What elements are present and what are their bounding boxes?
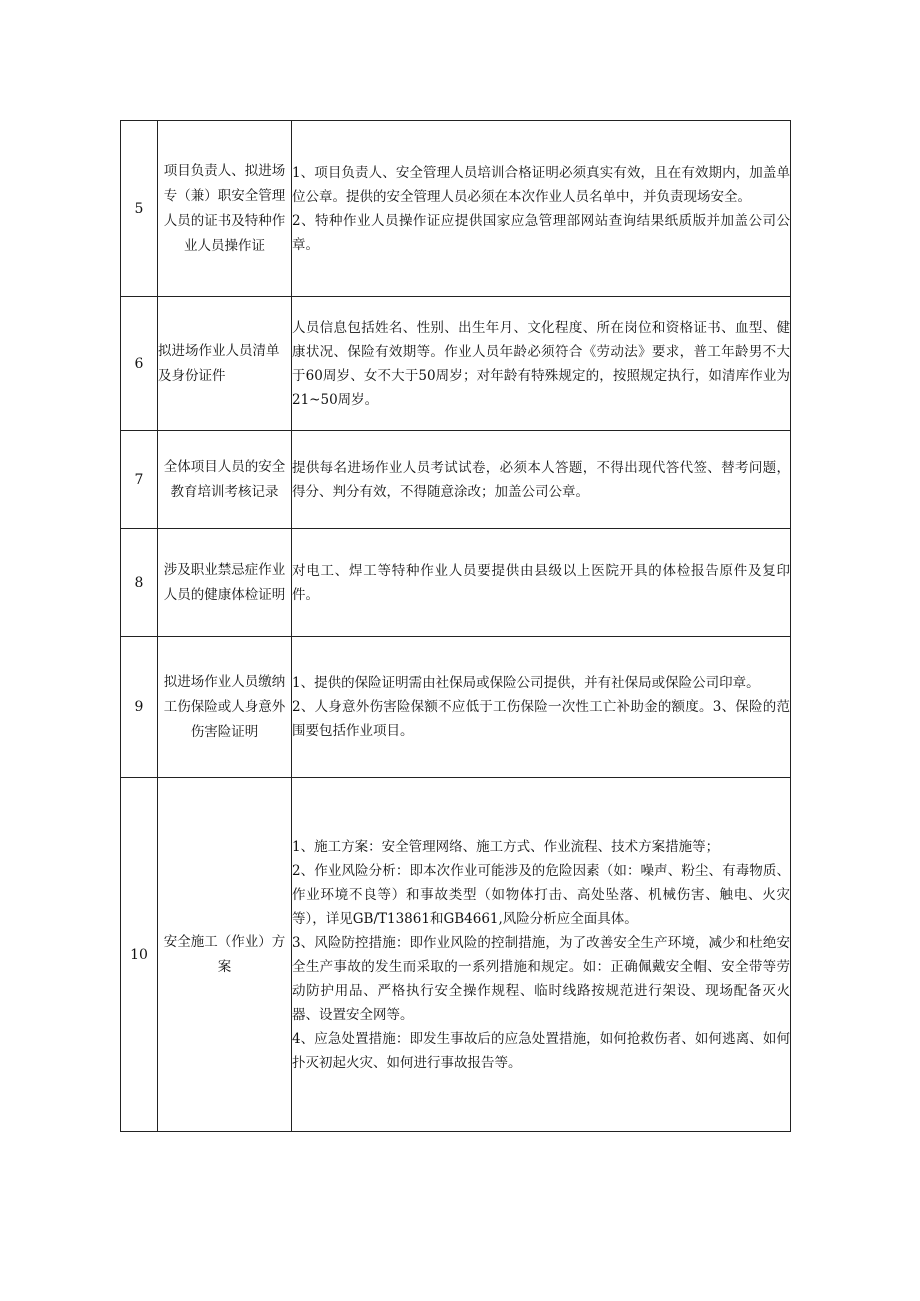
table-row [121, 778, 791, 1132]
item-name: 全体项目人员的安全教育培训考核记录 [158, 431, 292, 529]
row-number: 6 [121, 297, 158, 431]
row-number: 9 [121, 637, 158, 778]
table-row [121, 529, 791, 637]
requirement-paragraph: 2、特种作业人员操作证应提供国家应急管理部网站查询结果纸质版并加盖公司公章。 [292, 212, 790, 253]
item-requirements [292, 297, 791, 431]
requirements-table [120, 120, 791, 1132]
item-name: 项目负责人、拟进场专（兼）职安全管理人员的证书及特种作业人员操作证 [158, 121, 292, 297]
item-requirements [292, 529, 791, 637]
item-requirements [292, 121, 791, 297]
item-requirements [292, 431, 791, 529]
requirement-paragraph: 提供每名进场作业人员考试试卷，必须本人答题，不得出现代答代签、替考问题，得分、判分有效，不得随意涂改；加盖公司公章。 [292, 459, 790, 500]
table-row [121, 431, 791, 529]
table-row [121, 297, 791, 431]
row-number: 7 [121, 431, 158, 529]
requirement-paragraph: 3、风险防控措施：即作业风险的控制措施，为了改善安全生产环境，减少和杜绝安全生产事故的发生而采取的一系列措施和规定。如：正确佩戴安全帽、安全带等劳动防护用品、严格执行安全操作规程、临时线路按规范进行架设、现场配备灭火器、设置安全网等。 [292, 934, 790, 1023]
table-row [121, 637, 791, 778]
item-name: 安全施工（作业）方案 [158, 778, 292, 1132]
requirement-paragraph: 1、项目负责人、安全管理人员培训合格证明必须真实有效，且在有效期内，加盖单位公章。提供的安全管理人员必须在本次作业人员名单中，并负责现场安全。 [292, 164, 790, 205]
row-number: 5 [121, 121, 158, 297]
item-name: 拟进场作业人员清单及身份证件 [158, 297, 292, 431]
row-number: 8 [121, 529, 158, 637]
item-requirements [292, 778, 791, 1132]
requirement-paragraph: 人员信息包括姓名、性别、出生年月、文化程度、所在岗位和资格证书、血型、健康状况、保险有效期等。作业人员年龄必须符合《劳动法》要求，普工年龄男不大于60周岁、女不大于50周岁；对年龄有特殊规定的，按照规定执行，如清库作业为21~50周岁。 [292, 319, 790, 408]
requirement-paragraph: 1、提供的保险证明需由社保局或保险公司提供，并有社保局或保险公司印章。 [292, 675, 760, 691]
item-name: 拟进场作业人员缴纳工伤保险或人身意外伤害险证明 [158, 637, 292, 778]
requirement-paragraph: 4、应急处置措施：即发生事故后的应急处置措施，如何抢救伤者、如何逃离、如何扑灭初起火灾、如何进行事故报告等。 [292, 1030, 790, 1071]
row-number: 10 [121, 778, 158, 1132]
requirement-paragraph: 2、作业风险分析：即本次作业可能涉及的危险因素（如：噪声、粉尘、有毒物质、作业环境不良等）和事故类型（如物体打击、高处坠落、机械伤害、触电、火灾等），详见GB/T13861和GB4661,风险分析应全面具体。 [292, 862, 790, 927]
requirement-paragraph: 2、人身意外伤害险保额不应低于工伤保险一次性工亡补助金的额度。3、保险的范围要包括作业项目。 [292, 699, 790, 739]
item-name: 涉及职业禁忌症作业人员的健康体检证明 [158, 529, 292, 637]
table-row [121, 121, 791, 297]
requirement-paragraph: 1、施工方案：安全管理网络、施工方式、作业流程、技术方案措施等； [292, 838, 720, 855]
item-requirements [292, 637, 791, 778]
requirement-paragraph: 对电工、焊工等特种作业人员要提供由县级以上医院开具的体检报告原件及复印件。 [292, 562, 790, 603]
